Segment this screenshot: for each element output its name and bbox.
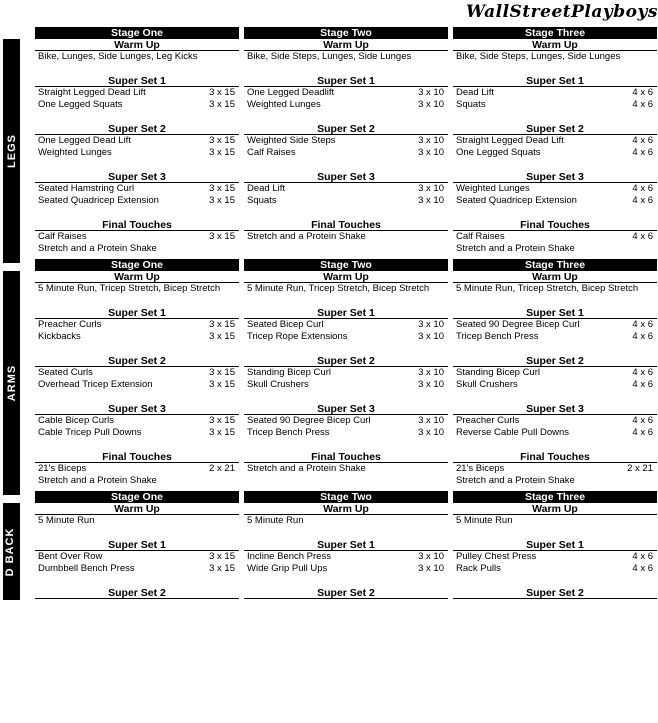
exercise-sets: 3 x 15 xyxy=(209,147,235,158)
warmup-header: Warm Up xyxy=(35,39,239,51)
superset-header: Super Set 1 xyxy=(453,539,657,551)
exercise-name: Bent Over Row xyxy=(38,551,103,562)
exercise-name: Standing Bicep Curl xyxy=(247,367,331,378)
superset-header: Super Set 1 xyxy=(453,307,657,319)
exercise-sets: 3 x 15 xyxy=(209,99,235,110)
superset-header: Super Set 1 xyxy=(453,75,657,87)
exercise-name: Stretch and a Protein Shake xyxy=(456,243,575,254)
exercise-sets: 4 x 6 xyxy=(632,415,653,426)
spacer xyxy=(453,343,657,355)
exercise-row xyxy=(35,427,239,439)
superset-header: Super Set 1 xyxy=(244,307,448,319)
exercise-row xyxy=(244,379,448,391)
exercise-sets: 3 x 15 xyxy=(209,135,235,146)
spacer xyxy=(453,63,657,75)
exercise-name: One Legged Squats xyxy=(38,99,123,110)
exercise-name: Wide Grip Pull Ups xyxy=(247,563,328,574)
exercise-name: Overhead Tricep Extension xyxy=(38,379,153,390)
exercise-row xyxy=(35,463,239,475)
exercise-sets: 3 x 10 xyxy=(418,99,444,110)
spacer xyxy=(244,575,448,587)
exercise-row xyxy=(244,243,448,255)
spacer xyxy=(35,343,239,355)
superset-header: Super Set 3 xyxy=(244,171,448,183)
brand-logo: WallStreetPlayboys xyxy=(466,2,658,22)
exercise-sets: 4 x 6 xyxy=(632,135,653,146)
exercise-name: Stretch and a Protein Shake xyxy=(456,475,575,486)
exercise-name: Pulley Chest Press xyxy=(456,551,537,562)
stage-column xyxy=(244,259,448,487)
exercise-row xyxy=(244,147,448,159)
superset-header: Super Set 2 xyxy=(244,123,448,135)
stage-header: Stage Two xyxy=(244,259,448,271)
spacer xyxy=(35,159,239,171)
exercise-row xyxy=(244,563,448,575)
exercise-name: Cable Tricep Pull Downs xyxy=(38,427,142,438)
superset-header: Super Set 3 xyxy=(35,403,239,415)
exercise-sets: 3 x 10 xyxy=(418,135,444,146)
exercise-row xyxy=(35,551,239,563)
exercise-row xyxy=(35,563,239,575)
warmup-header: Warm Up xyxy=(453,503,657,515)
warmup-header: Warm Up xyxy=(453,39,657,51)
exercise-sets: 4 x 6 xyxy=(632,319,653,330)
spacer xyxy=(244,63,448,75)
stage-header: Stage One xyxy=(35,27,239,39)
exercise-sets: 3 x 10 xyxy=(418,147,444,158)
exercise-row xyxy=(35,183,239,195)
exercise-row xyxy=(35,379,239,391)
exercise-sets: 3 x 15 xyxy=(209,379,235,390)
exercise-sets: 4 x 6 xyxy=(632,427,653,438)
exercise-row xyxy=(453,99,657,111)
spacer xyxy=(453,159,657,171)
exercise-sets: 3 x 15 xyxy=(209,231,235,242)
exercise-row xyxy=(453,463,657,475)
stage-column xyxy=(453,491,657,599)
exercise-name: Straight Legged Dead Lift xyxy=(38,87,146,98)
spacer xyxy=(453,391,657,403)
exercise-row xyxy=(35,231,239,243)
spacer xyxy=(35,527,239,539)
warmup-header: Warm Up xyxy=(244,271,448,283)
exercise-row xyxy=(453,231,657,243)
stage-column xyxy=(35,27,239,255)
exercise-name: Seated Hamstring Curl xyxy=(38,183,135,194)
superset-header: Super Set 3 xyxy=(453,403,657,415)
stage-column xyxy=(244,491,448,599)
exercise-row xyxy=(35,147,239,159)
exercise-name: Dead Lift xyxy=(456,87,495,98)
exercise-name: Seated Curls xyxy=(38,367,93,378)
exercise-name: Cable Bicep Curls xyxy=(38,415,115,426)
exercise-row xyxy=(244,551,448,563)
warmup-text: 5 Minute Run, Tricep Stretch, Bicep Stretch xyxy=(456,283,639,294)
exercise-sets: 4 x 6 xyxy=(632,379,653,390)
exercise-sets: 4 x 6 xyxy=(632,367,653,378)
final-touches-header: Final Touches xyxy=(35,451,239,463)
exercise-name: Seated Quadricep Extension xyxy=(456,195,577,206)
stage-column xyxy=(244,27,448,255)
stage-header: Stage Two xyxy=(244,491,448,503)
spacer xyxy=(35,111,239,123)
stage-header: Stage Three xyxy=(453,259,657,271)
exercise-name: Rack Pulls xyxy=(456,563,501,574)
exercise-name: 21's Biceps xyxy=(456,463,505,474)
exercise-name: Dead Lift xyxy=(247,183,286,194)
exercise-name: Weighted Lunges xyxy=(456,183,530,194)
exercise-row xyxy=(244,415,448,427)
final-touches-header: Final Touches xyxy=(244,219,448,231)
superset-header: Super Set 2 xyxy=(244,587,448,599)
spacer xyxy=(453,111,657,123)
spacer xyxy=(453,207,657,219)
exercise-row xyxy=(244,231,448,243)
exercise-sets: 3 x 10 xyxy=(418,415,444,426)
exercise-name: Dumbbell Bench Press xyxy=(38,563,135,574)
exercise-row xyxy=(453,331,657,343)
spacer xyxy=(244,207,448,219)
warmup-text: Bike, Side Steps, Lunges, Side Lunges xyxy=(456,51,621,62)
exercise-sets: 4 x 6 xyxy=(632,551,653,562)
stage-column xyxy=(453,27,657,255)
superset-header: Super Set 2 xyxy=(244,355,448,367)
exercise-sets: 3 x 10 xyxy=(418,427,444,438)
exercise-name: Squats xyxy=(456,99,486,110)
exercise-row xyxy=(244,475,448,487)
exercise-sets: 4 x 6 xyxy=(632,99,653,110)
exercise-sets: 4 x 6 xyxy=(632,183,653,194)
exercise-name: Calf Raises xyxy=(38,231,87,242)
exercise-row xyxy=(244,87,448,99)
stage-header: Stage One xyxy=(35,491,239,503)
spacer xyxy=(35,207,239,219)
warmup-text: 5 Minute Run, Tricep Stretch, Bicep Stretch xyxy=(247,283,430,294)
stage-column xyxy=(35,491,239,599)
exercise-row xyxy=(35,243,239,255)
exercise-sets: 3 x 15 xyxy=(209,331,235,342)
exercise-sets: 2 x 21 xyxy=(627,463,653,474)
exercise-name: Tricep Bench Press xyxy=(456,331,539,342)
warmup-header: Warm Up xyxy=(244,503,448,515)
exercise-row xyxy=(244,367,448,379)
spacer xyxy=(244,111,448,123)
exercise-sets: 4 x 6 xyxy=(632,231,653,242)
spacer xyxy=(35,63,239,75)
exercise-sets: 3 x 15 xyxy=(209,427,235,438)
exercise-name: Stretch and a Protein Shake xyxy=(247,463,366,474)
exercise-row xyxy=(244,427,448,439)
spacer xyxy=(35,295,239,307)
exercise-name: One Legged Dead Lift xyxy=(38,135,131,146)
exercise-name: One Legged Deadlift xyxy=(247,87,335,98)
spacer xyxy=(244,159,448,171)
spacer xyxy=(453,439,657,451)
spacer xyxy=(244,295,448,307)
stage-header: Stage Three xyxy=(453,27,657,39)
exercise-sets: 4 x 6 xyxy=(632,563,653,574)
warmup-text: 5 Minute Run xyxy=(456,515,513,526)
exercise-name: Seated Quadricep Extension xyxy=(38,195,159,206)
exercise-sets: 3 x 15 xyxy=(209,551,235,562)
warmup-text: 5 Minute Run xyxy=(38,515,95,526)
exercise-row xyxy=(244,183,448,195)
exercise-row xyxy=(453,367,657,379)
exercise-name: Kickbacks xyxy=(38,331,81,342)
superset-header: Super Set 2 xyxy=(453,123,657,135)
exercise-sets: 4 x 6 xyxy=(632,87,653,98)
superset-header: Super Set 2 xyxy=(453,587,657,599)
exercise-row xyxy=(35,319,239,331)
exercise-name: Stretch and a Protein Shake xyxy=(247,231,366,242)
superset-header: Super Set 3 xyxy=(453,171,657,183)
final-touches-header: Final Touches xyxy=(35,219,239,231)
superset-header: Super Set 1 xyxy=(35,539,239,551)
exercise-name: Calf Raises xyxy=(456,231,505,242)
exercise-name: Squats xyxy=(247,195,277,206)
exercise-row xyxy=(453,475,657,487)
exercise-row xyxy=(35,87,239,99)
exercise-name: Stretch and a Protein Shake xyxy=(38,243,157,254)
exercise-row xyxy=(453,427,657,439)
exercise-sets: 3 x 15 xyxy=(209,87,235,98)
exercise-name: Seated 90 Degree Bicep Curl xyxy=(456,319,580,330)
exercise-sets: 3 x 15 xyxy=(209,415,235,426)
section-label-text: D BACK xyxy=(3,527,16,576)
exercise-name: Seated 90 Degree Bicep Curl xyxy=(247,415,371,426)
exercise-sets: 3 x 15 xyxy=(209,195,235,206)
superset-header: Super Set 1 xyxy=(244,539,448,551)
exercise-sets: 3 x 10 xyxy=(418,183,444,194)
superset-header: Super Set 2 xyxy=(35,587,239,599)
spacer xyxy=(35,575,239,587)
exercise-name: One Legged Squats xyxy=(456,147,541,158)
warmup-text: Bike, Side Steps, Lunges, Side Lunges xyxy=(247,51,412,62)
superset-header: Super Set 3 xyxy=(244,403,448,415)
exercise-row xyxy=(453,183,657,195)
exercise-name: Standing Bicep Curl xyxy=(456,367,540,378)
stage-column xyxy=(35,259,239,487)
exercise-row xyxy=(453,195,657,207)
stage-header: Stage Two xyxy=(244,27,448,39)
exercise-sets: 3 x 15 xyxy=(209,367,235,378)
exercise-row xyxy=(35,195,239,207)
exercise-row xyxy=(453,415,657,427)
exercise-sets: 3 x 10 xyxy=(418,87,444,98)
spacer xyxy=(35,391,239,403)
exercise-name: Preacher Curls xyxy=(456,415,520,426)
exercise-name: Calf Raises xyxy=(247,147,296,158)
exercise-row xyxy=(453,551,657,563)
exercise-name: Seated Bicep Curl xyxy=(247,319,324,330)
workout-section xyxy=(0,491,653,723)
exercise-row xyxy=(453,319,657,331)
final-touches-header: Final Touches xyxy=(244,451,448,463)
exercise-sets: 3 x 15 xyxy=(209,319,235,330)
exercise-row xyxy=(244,135,448,147)
warmup-header: Warm Up xyxy=(244,39,448,51)
exercise-row xyxy=(453,147,657,159)
exercise-row xyxy=(35,331,239,343)
spacer xyxy=(244,527,448,539)
superset-header: Super Set 1 xyxy=(35,75,239,87)
exercise-name: Tricep Rope Extensions xyxy=(247,331,348,342)
exercise-row xyxy=(453,87,657,99)
spacer xyxy=(244,391,448,403)
exercise-name: Skull Crushers xyxy=(247,379,309,390)
exercise-name: Tricep Bench Press xyxy=(247,427,330,438)
superset-header: Super Set 2 xyxy=(453,355,657,367)
exercise-row xyxy=(244,99,448,111)
section-label-text: LEGS xyxy=(5,134,18,168)
exercise-sets: 3 x 15 xyxy=(209,183,235,194)
exercise-row xyxy=(453,135,657,147)
exercise-name: Weighted Lunges xyxy=(247,99,321,110)
exercise-sets: 3 x 10 xyxy=(418,551,444,562)
exercise-sets: 3 x 10 xyxy=(418,379,444,390)
exercise-row xyxy=(35,475,239,487)
superset-header: Super Set 2 xyxy=(35,355,239,367)
exercise-sets: 3 x 10 xyxy=(418,563,444,574)
exercise-row xyxy=(453,243,657,255)
spacer xyxy=(244,343,448,355)
exercise-row xyxy=(35,367,239,379)
warmup-header: Warm Up xyxy=(35,271,239,283)
exercise-name: Straight Legged Dead Lift xyxy=(456,135,564,146)
superset-header: Super Set 1 xyxy=(35,307,239,319)
warmup-text: 5 Minute Run, Tricep Stretch, Bicep Stretch xyxy=(38,283,221,294)
exercise-row xyxy=(244,195,448,207)
exercise-row xyxy=(244,331,448,343)
superset-header: Super Set 3 xyxy=(35,171,239,183)
final-touches-header: Final Touches xyxy=(453,219,657,231)
exercise-sets: 4 x 6 xyxy=(632,331,653,342)
section-label-text: ARMS xyxy=(5,364,18,402)
warmup-text: Bike, Lunges, Side Lunges, Leg Kicks xyxy=(38,51,198,62)
exercise-sets: 2 x 21 xyxy=(209,463,235,474)
exercise-sets: 3 x 10 xyxy=(418,195,444,206)
warmup-text: 5 Minute Run xyxy=(247,515,304,526)
exercise-sets: 3 x 15 xyxy=(209,563,235,574)
exercise-sets: 4 x 6 xyxy=(632,147,653,158)
stage-header: Stage Three xyxy=(453,491,657,503)
exercise-sets: 4 x 6 xyxy=(632,195,653,206)
exercise-name: 21's Biceps xyxy=(38,463,87,474)
spacer xyxy=(453,295,657,307)
exercise-name: Weighted Side Steps xyxy=(247,135,336,146)
exercise-name: Stretch and a Protein Shake xyxy=(38,475,157,486)
exercise-name: Preacher Curls xyxy=(38,319,102,330)
warmup-header: Warm Up xyxy=(35,503,239,515)
exercise-sets: 3 x 10 xyxy=(418,319,444,330)
workout-section xyxy=(0,27,653,259)
exercise-name: Reverse Cable Pull Downs xyxy=(456,427,569,438)
final-touches-header: Final Touches xyxy=(453,451,657,463)
exercise-name: Skull Crushers xyxy=(456,379,518,390)
exercise-row xyxy=(35,415,239,427)
exercise-sets: 3 x 10 xyxy=(418,367,444,378)
superset-header: Super Set 1 xyxy=(244,75,448,87)
spacer xyxy=(453,575,657,587)
superset-header: Super Set 2 xyxy=(35,123,239,135)
exercise-row xyxy=(244,463,448,475)
exercise-row xyxy=(453,563,657,575)
exercise-sets: 3 x 10 xyxy=(418,331,444,342)
exercise-row xyxy=(35,99,239,111)
exercise-row xyxy=(244,319,448,331)
spacer xyxy=(453,527,657,539)
exercise-name: Weighted Lunges xyxy=(38,147,112,158)
workout-section xyxy=(0,259,653,491)
spacer xyxy=(35,439,239,451)
warmup-header: Warm Up xyxy=(453,271,657,283)
exercise-row xyxy=(453,379,657,391)
stage-column xyxy=(453,259,657,487)
spacer xyxy=(244,439,448,451)
exercise-row xyxy=(35,135,239,147)
exercise-name: Incline Bench Press xyxy=(247,551,331,562)
stage-header: Stage One xyxy=(35,259,239,271)
